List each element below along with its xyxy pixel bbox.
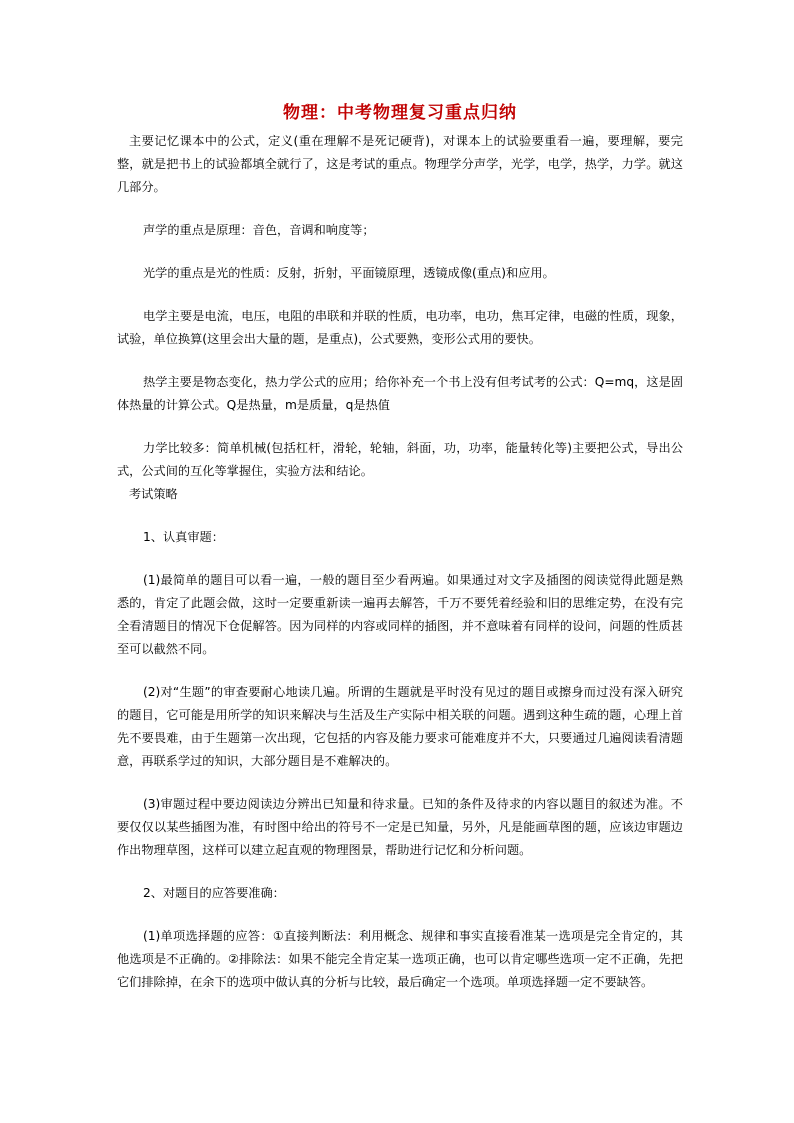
subheading-careful-reading: 1、认真审题： xyxy=(143,530,224,544)
paragraph-strategy-2: (2)对“生题”的审查要耐心地读几遍。所谓的生题就是平时没有见过的题目或擦身而过没有深入研究的题目，它可能是用所学的知识来解决与生活及生产实际中相关联的问题。遇到这种生疏的题，心理上首先不要畏难，由于生题第一次出现，它包括的内容及能力要求可能难度并不大，只要通过几遍阅读看清题意，再联系学过的知识，大部分题目是不难解决的。 xyxy=(117,685,683,768)
subheading-accurate-answers: 2、对题目的应答要准确： xyxy=(143,886,285,900)
paragraph-single-choice: (1)单项选择题的应答：①直接判断法：利用概念、规律和事实直接看准某一选项是完全肯定的，其他选项是不正确的。②排除法：如果不能完全肯定某一选项正确，也可以肯定哪些选项一定不正确，先把它们排除掉，在余下的选项中做认真的分析与比较，最后确定一个选项。单项选择题一定不要缺答。 xyxy=(117,929,683,989)
paragraph-intro: 主要记忆课本中的公式，定义(重在理解不是死记硬背)，对课本上的试验要重看一遍，要理解，要完整，就是把书上的试验都填全就行了，这是考试的重点。物理学分声学，光学，电学，热学，力学。就这几部分。 xyxy=(117,134,683,194)
paragraph-optics: 光学的重点是光的性质：反射，折射，平面镜原理，透镜成像(重点)和应用。 xyxy=(143,266,555,280)
paragraph-thermal: 热学主要是物态变化，热力学公式的应用；给你补充一个书上没有但考试考的公式：Q=mq，这是固体热量的计算公式。Q是热量，m是质量，q是热值 xyxy=(117,375,683,412)
paragraph-acoustics: 声学的重点是原理：音色，音调和响度等； xyxy=(143,223,375,237)
paragraph-mechanics: 力学比较多：简单机械(包括杠杆，滑轮，轮轴，斜面，功，功率，能量转化等)主要把公式，导出公式，公式间的互化等掌握住，实验方法和结论。 xyxy=(117,441,683,478)
paragraph-strategy-1: (1)最简单的题目可以看一遍，一般的题目至少看两遍。如果通过对文字及插图的阅读觉得此题是熟悉的，肯定了此题会做，这时一定要重新读一遍再去解答，千万不要凭着经验和旧的思维定势，在没有完全看清题目的情况下仓促解答。因为同样的内容或同样的插图，并不意味着有同样的设问，问题的性质甚至可以截然不同。 xyxy=(117,573,683,656)
paragraph-strategy-3: (3)审题过程中要边阅读边分辨出已知量和待求量。已知的条件及待求的内容以题目的叙述为准。不要仅仅以某些插图为准，有时图中给出的符号不一定是已知量，另外，凡是能画草图的题，应该边审题边作出物理草图，这样可以建立起直观的物理图景，帮助进行记忆和分析问题。 xyxy=(117,797,683,857)
document-title: 物理：中考物理复习重点归纳 xyxy=(283,103,517,123)
section-heading-exam-strategy: 考试策略 xyxy=(129,487,178,501)
document-page xyxy=(117,100,683,994)
paragraph-electricity: 电学主要是电流，电压，电阻的串联和并联的性质，电功率，电功，焦耳定律，电磁的性质，现象，试验，单位换算(这里会出大量的题，是重点)，公式要熟，变形公式用的要快。 xyxy=(117,309,683,346)
